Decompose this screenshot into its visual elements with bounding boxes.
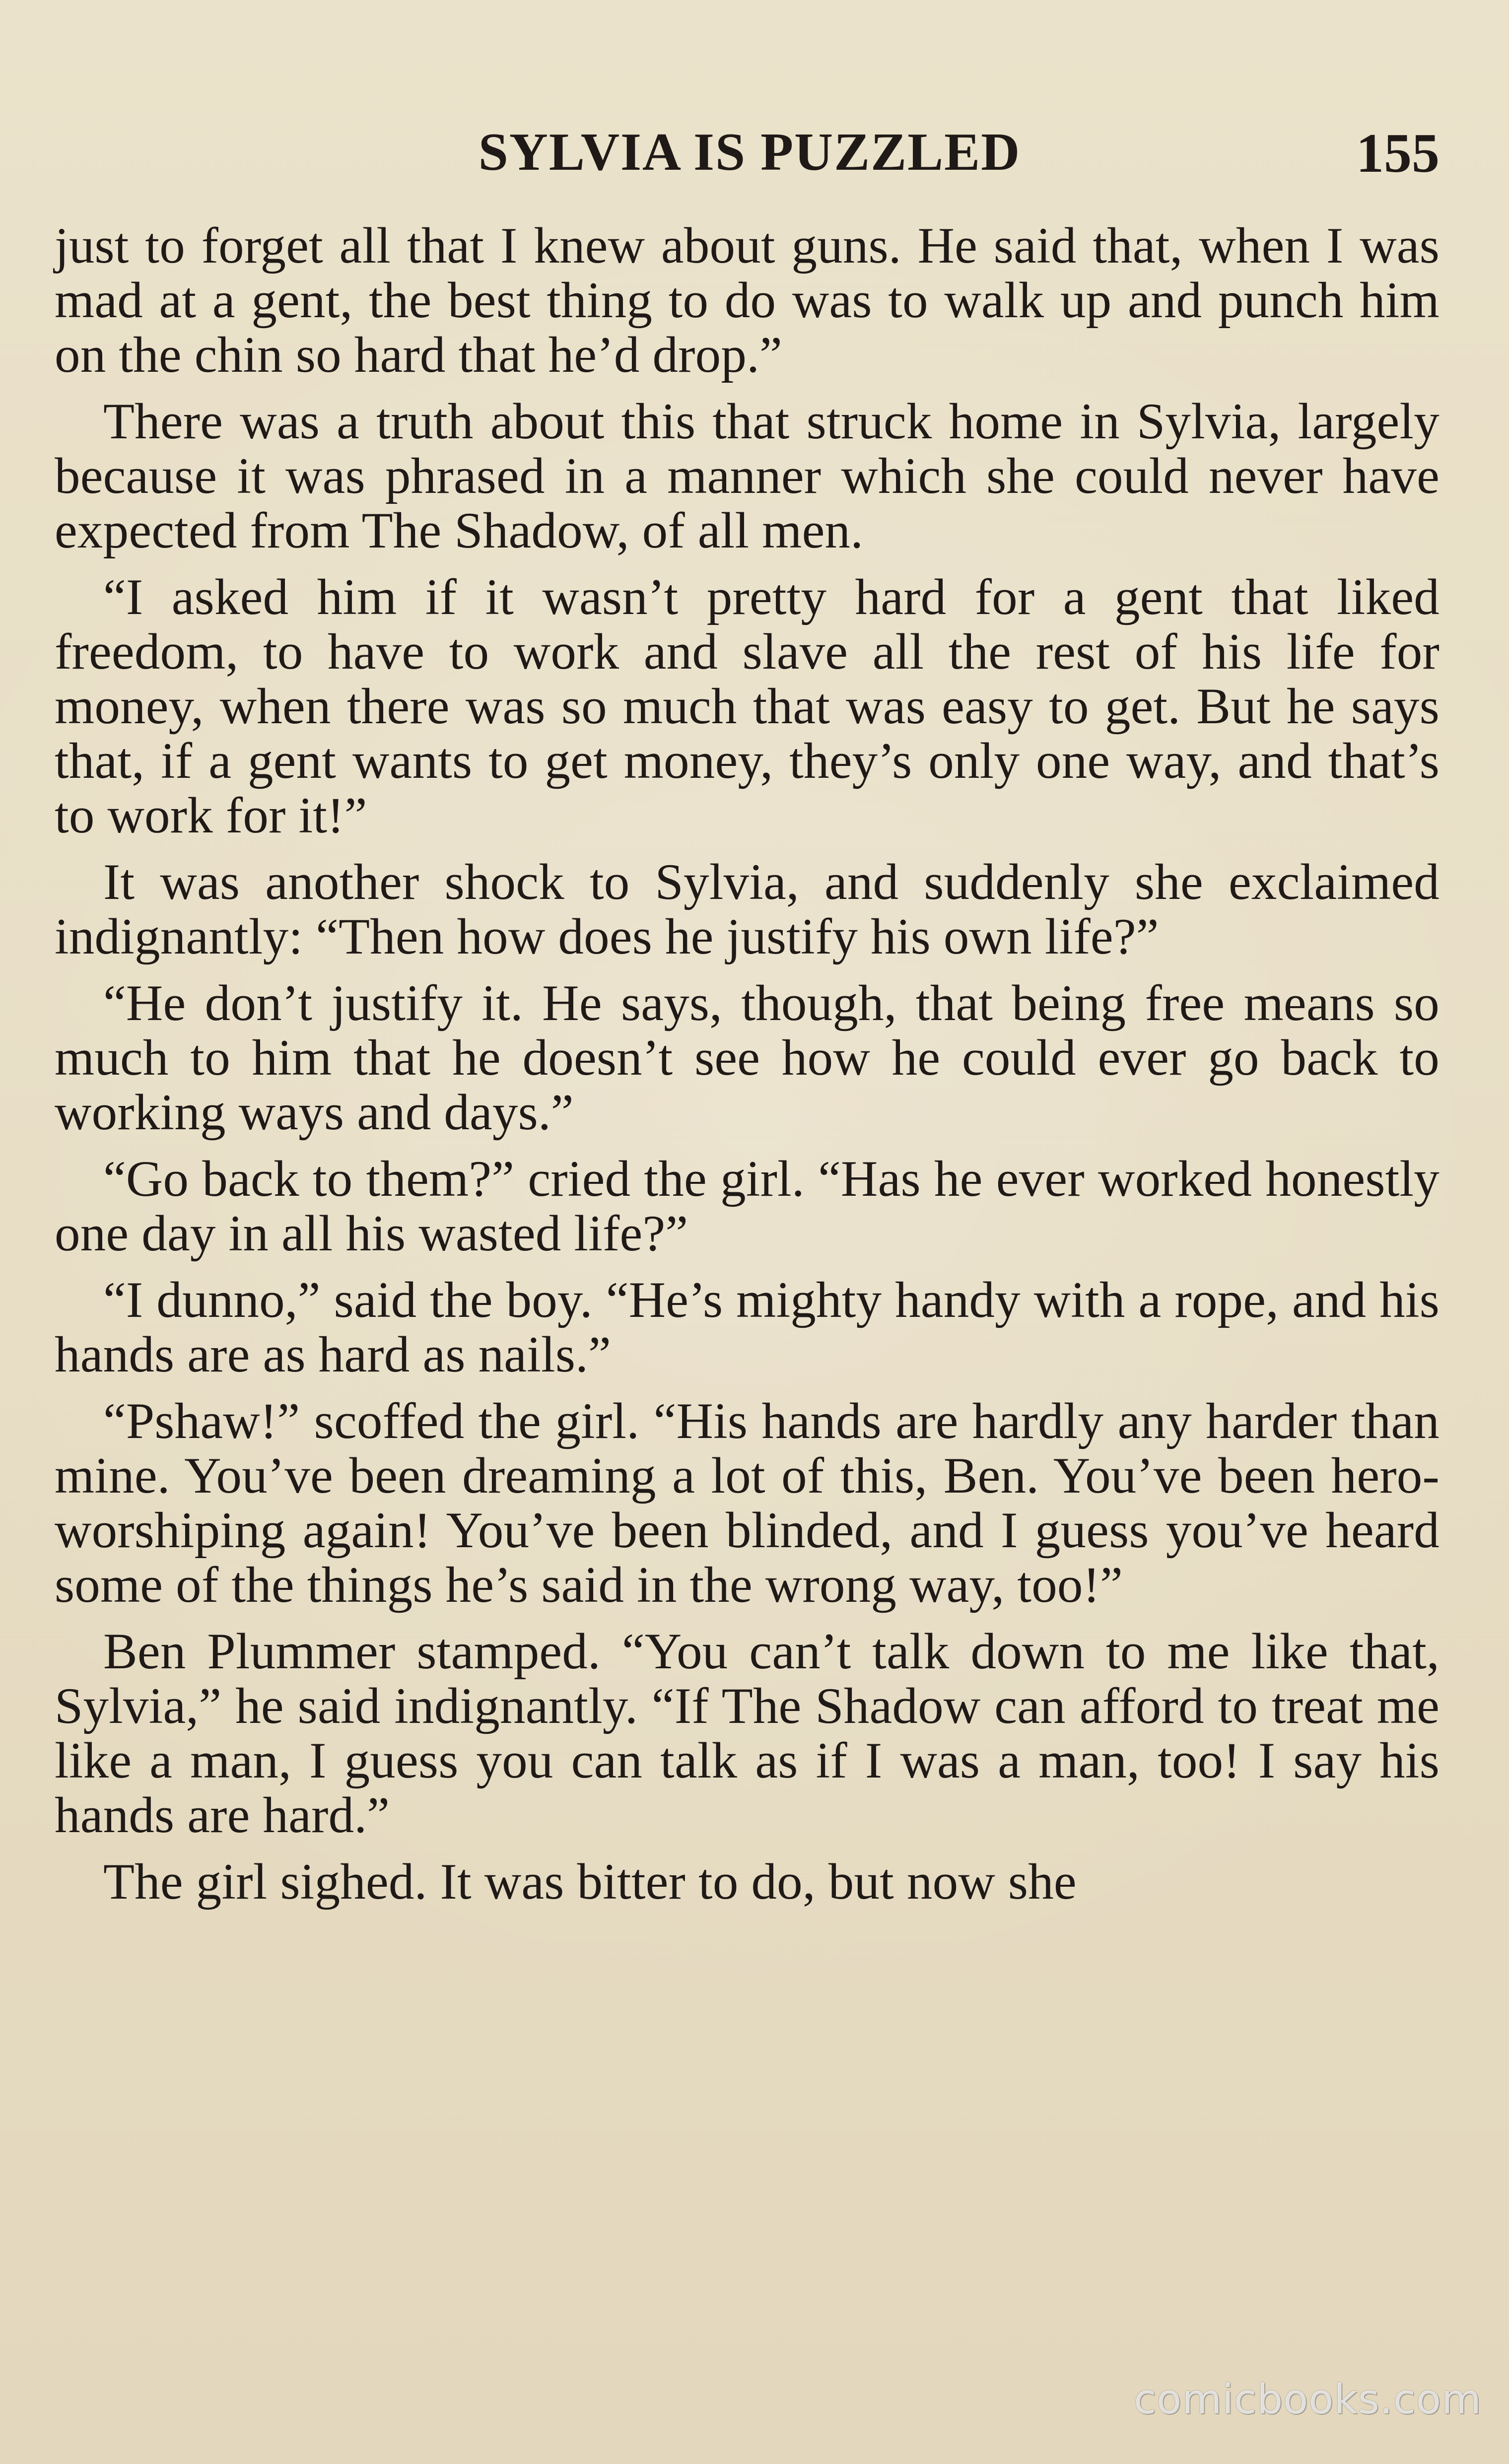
watermark: comicbooks.com xyxy=(1134,2376,1482,2423)
paragraph-1: just to forget all that I knew about guns. He said that, when I was mad at a gent, the best thing to do was to walk up and punch him on the chin so hard that he’d drop.” xyxy=(55,217,1440,383)
paragraph-10: The girl sighed. It was bitter to do, but now she xyxy=(103,1853,1077,1910)
paragraph-2: There was a truth about this that struck home in Sylvia, largely because it was phrased in a manner which she could never have expected from The Shadow, of all men. xyxy=(55,393,1440,559)
page-header xyxy=(60,122,1440,186)
page-number: 155 xyxy=(1356,123,1440,184)
paragraph-6: “Go back to them?” cried the girl. “Has he ever worked honestly one day in all his wasted life?” xyxy=(55,1151,1440,1262)
paragraph-9: Ben Plummer stamped. “You can’t talk down to me like that, Sylvia,” he said indignantly. “If The Shadow can afford to treat me like a man, I guess you can talk as if I was a man, too! I say his hands are hard.” xyxy=(55,1623,1440,1844)
paragraph-3: “I asked him if it wasn’t pretty hard for a gent that liked freedom, to have to work and slave all the rest of his life for money, when there was so much that was easy to get. But he says that, if a gent wants to get money, they’s only one way, and that’s to work for it!” xyxy=(55,569,1440,844)
paragraph-4: It was another shock to Sylvia, and suddenly she exclaimed indignantly: “Then how does he justify his own life?” xyxy=(55,854,1440,965)
paragraph-8: “Pshaw!” scoffed the girl. “His hands are hardly any harder than mine. You’ve been dreaming a lot of this, Ben. You’ve been hero-worshiping again! You’ve been blinded, and I guess you’ve heard some of the things he’s said in the wrong way, too!” xyxy=(55,1393,1440,1613)
running-title: SYLVIA IS PUZZLED xyxy=(478,123,1021,182)
paragraph-5: “He don’t justify it. He says, though, that being free means so much to him that he doesn’t see how he could ever go back to working ways and days.” xyxy=(55,975,1440,1141)
page-body xyxy=(55,218,1440,1921)
paragraph-7: “I dunno,” said the boy. “He’s mighty handy with a rope, and his hands are as hard as nails.” xyxy=(55,1272,1440,1383)
